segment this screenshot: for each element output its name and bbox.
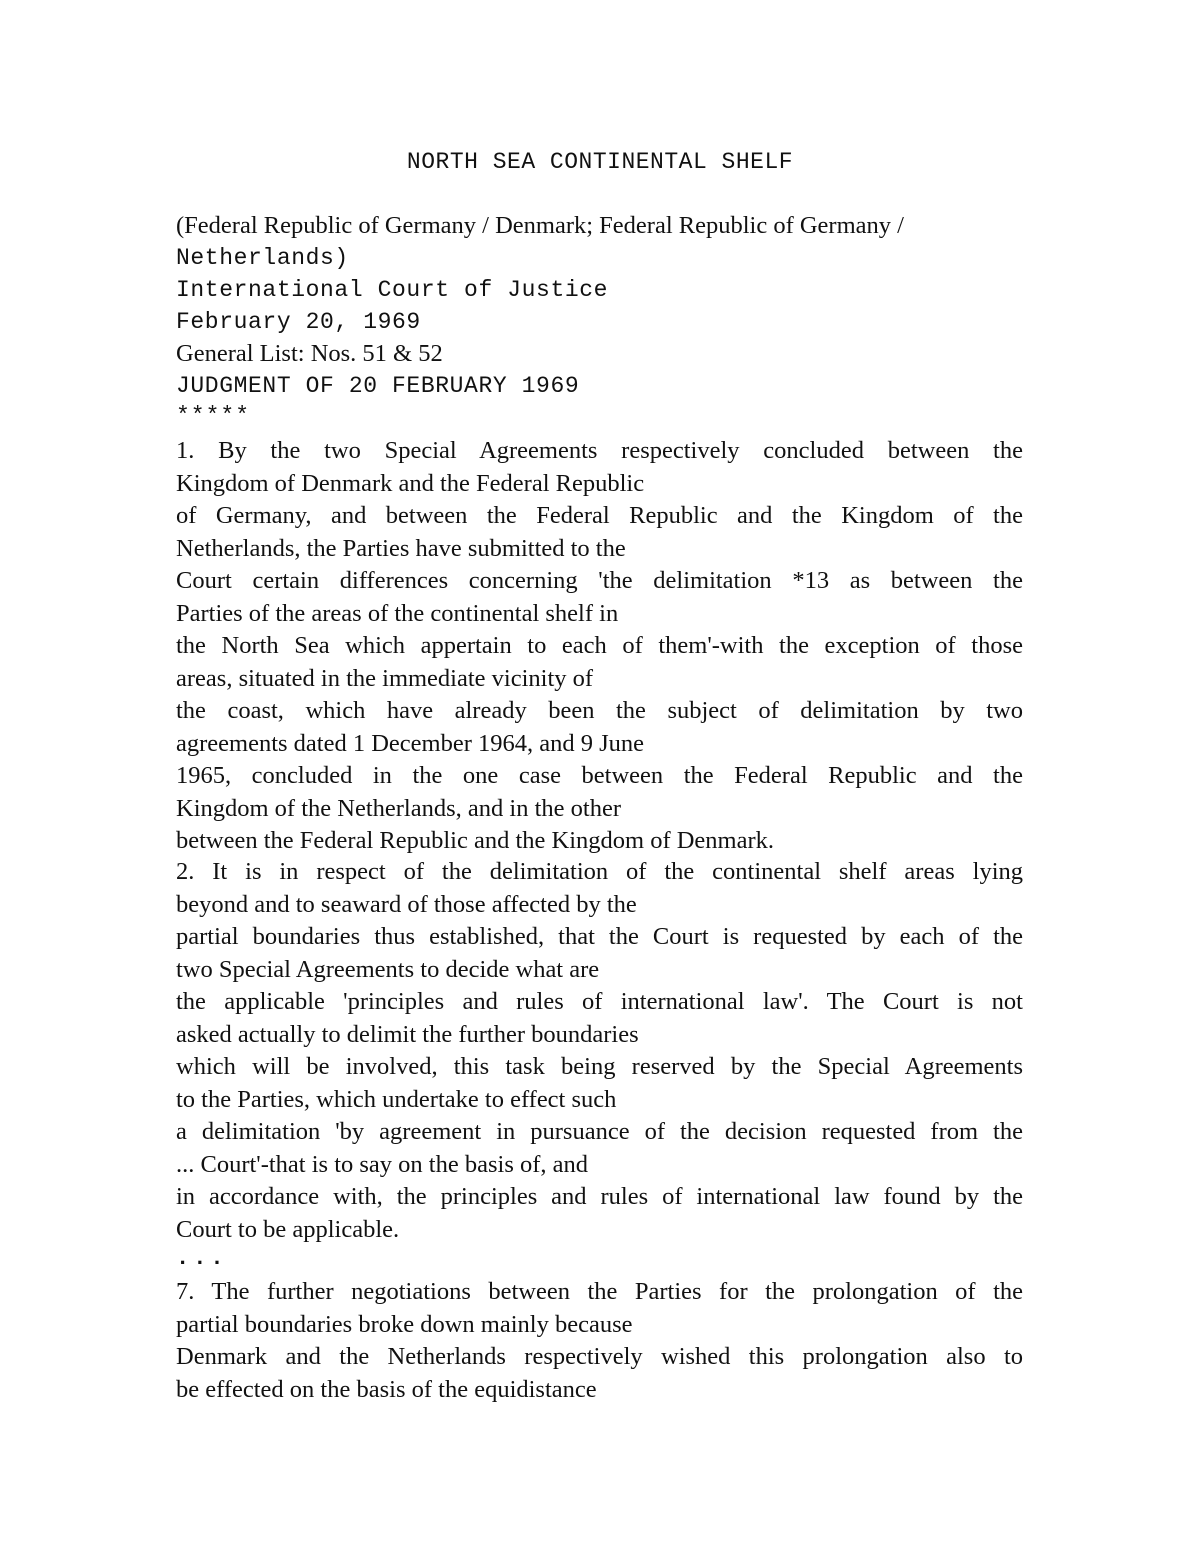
paragraph-line: partial boundaries thus established, that the Court is requested by each of the: [176, 923, 1023, 950]
paragraph-line: beyond and to seaward of those affected by the: [176, 890, 637, 918]
paragraph-line: 1. By the two Special Agreements respectively concluded between the: [176, 437, 1023, 464]
parties-line-2: Netherlands): [176, 245, 349, 271]
paragraph-line: the North Sea which appertain to each of them'-with the exception of those: [176, 632, 1023, 659]
paragraph-line: which will be involved, this task being reserved by the Special Agreements: [176, 1053, 1023, 1080]
court-name: International Court of Justice: [176, 277, 609, 303]
paragraph-line: 7. The further negotiations between the Parties for the prolongation of the: [176, 1278, 1023, 1305]
paragraph-line: 2. It is in respect of the delimitation of the continental shelf areas lying: [176, 858, 1023, 885]
paragraph-line: Kingdom of the Netherlands, and in the other: [176, 794, 621, 822]
paragraph-line: in accordance with, the principles and rules of international law found by the: [176, 1183, 1023, 1210]
paragraph-line: of Germany, and between the Federal Republic and the Kingdom of the: [176, 502, 1023, 529]
paragraph-line: Court certain differences concerning 'the delimitation *13 as between the: [176, 567, 1023, 594]
paragraph-line: a delimitation 'by agreement in pursuance of the decision requested from the: [176, 1118, 1023, 1145]
paragraph-1: [176, 435, 1023, 858]
paragraph-line: 1965, concluded in the one case between the Federal Republic and the: [176, 762, 1023, 789]
general-list: General List: Nos. 51 & 52: [176, 340, 443, 367]
paragraph-line: partial boundaries broke down mainly because: [176, 1310, 633, 1338]
paragraph-2: [176, 856, 1023, 1246]
stars-separator: *****: [176, 403, 251, 429]
paragraph-line: the applicable 'principles and rules of international law'. The Court is not: [176, 988, 1023, 1015]
paragraph-line: between the Federal Republic and the Kingdom of Denmark.: [176, 827, 775, 854]
paragraph-line: to the Parties, which undertake to effect such: [176, 1085, 617, 1113]
paragraph-line: Netherlands, the Parties have submitted to the: [176, 534, 626, 562]
paragraph-line: asked actually to delimit the further boundaries: [176, 1020, 639, 1048]
document-title: NORTH SEA CONTINENTAL SHELF: [406, 149, 794, 175]
judgment-heading: JUDGMENT OF 20 FEBRUARY 1969: [176, 373, 580, 399]
paragraph-line: Denmark and the Netherlands respectively wished this prolongation also to: [176, 1343, 1023, 1370]
paragraph-line: be effected on the basis of the equidistance: [176, 1375, 597, 1403]
paragraph-line: ... Court'-that is to say on the basis of, and: [176, 1150, 589, 1178]
paragraph-line: Kingdom of Denmark and the Federal Republic: [176, 469, 645, 497]
paragraph-line: agreements dated 1 December 1964, and 9 June: [176, 729, 645, 757]
paragraph-line: the coast, which have already been the subject of delimitation by two: [176, 697, 1023, 724]
judgment-date: February 20, 1969: [176, 309, 421, 335]
paragraph-line: areas, situated in the immediate vicinity of: [176, 664, 594, 692]
ellipsis-separator: ...: [176, 1246, 228, 1271]
paragraph-line: Parties of the areas of the continental shelf in: [176, 599, 619, 627]
paragraph-line: two Special Agreements to decide what are: [176, 955, 600, 983]
paragraph-7: [176, 1276, 1023, 1406]
paragraph-line: Court to be applicable.: [176, 1215, 400, 1243]
parties-line-1: (Federal Republic of Germany / Denmark; Federal Republic of Germany /: [176, 212, 904, 239]
